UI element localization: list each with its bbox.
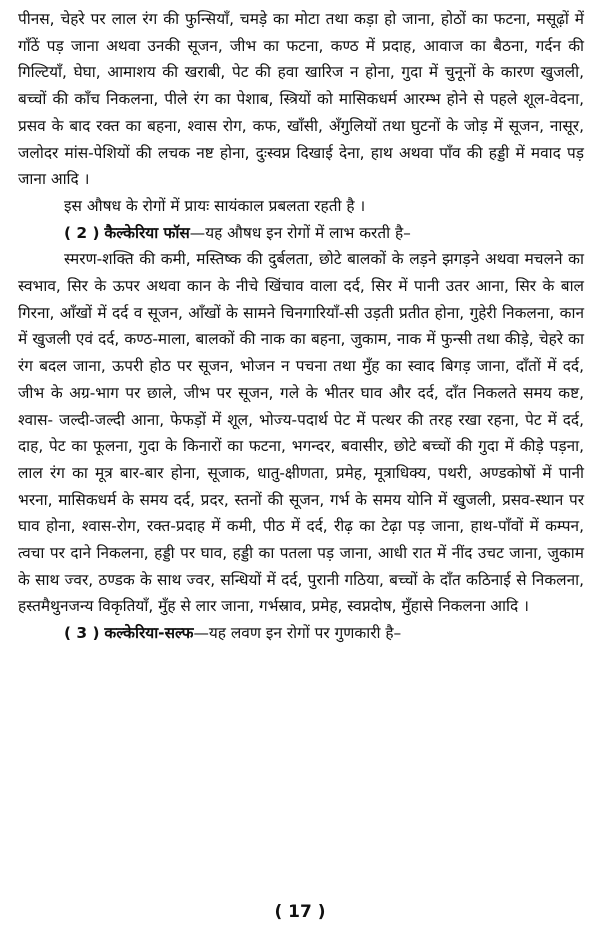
section-2-name: कैल्केरिया फॉस <box>104 223 190 242</box>
paragraph-aggravation-note: इस औषध के रोगों में प्रायः सायंकाल प्रबलता रहती है । <box>64 196 366 215</box>
section-2-body: स्मरण-शक्ति की कमी, मस्तिष्क की दुर्बलता, छोटे बालकों के लड़ने झगड़ने अथवा मचलने का स्वभाव, सिर के ऊपर अथवा कान के नीचे खिंचाव वाला दर्द, सिर में पानी उतर आना, सिर के बाल गिरना, आँखों में दर्द व सूजन, आँखों के सामने चिनगारियाँ-सी उड़ती प्रतीत होना, गुहेरी निकलना, कान में खुजली एवं दर्द, कण्ठ-माला, बालकों की नाक का बहना, जुकाम, नाक में फुन्सी तथा कीड़े, चेहरे का रंग बदल जाना, ऊपरी होठ पर सूजन, भोजन न पचना तथा मुँह का स्वाद बिगड़ जाना, दाँतों में दर्द, जीभ के अग्र-भाग पर छाले, जीभ पर सूजन, गले के भीतर घाव और दर्द, दाँत निकलते समय कष्ट, श्वास- जल्दी-जल्दी आना, फेफड़ों में शूल, भोज्य-पदार्थ पेट में पत्थर की तरह रखा रहना, पेट में दर्द, दाह, पेट का फूलना, गुदा के किनारों का फटना, भगन्दर, बवासीर, छोटे बच्चों की गुदा में कीड़े पड़ना, लाल रंग का मूत्र बार-बार होना, सूजाक, धातु-क्षीणता, प्रमेह, मूत्राधिक्य, पथरी, अण्डकोषों में पानी भरना, मासिकधर्म के समय दर्द, प्रदर, स्तनों की सूजन, गर्भ के समय योनि में खुजली, प्रसव-स्थान पर घाव होना, श्वास-रोग, रक्त-प्रदाह में कमी, पीठ में दर्द, रीढ़ का टेढ़ा पड़ जाना, हाथ-पाँवों में कम्पन, त्वचा पर दाने निकलना, हड्डी पर घाव, हड्डी का पतला पड़ जाना, आधी रात में नींद उचट जाना, जुकाम के साथ ज्वर, ठण्डक के साथ ज्वर, सन्धियों में दर्द, पुरानी गठिया, बच्चों के दाँत कठिनाई से निकलना, हस्तमैथुनजन्य विकृतियाँ, मुँह से लार जाना, गर्भस्राव, प्रमेह, स्वप्नदोष, मुँहासे निकलना आदि । <box>18 250 584 616</box>
page-number: ( 17 ) <box>274 902 326 922</box>
section-2-number: ( 2 ) <box>64 223 100 242</box>
section-2-intro: —यह औषध इन रोगों में लाभ करती है– <box>189 223 411 242</box>
section-3-intro: —यह लवण इन रोगों पर गुणकारी है– <box>193 624 402 643</box>
section-3-name: कल्केरिया-सल्फ <box>104 624 194 643</box>
section-3-heading <box>18 620 584 647</box>
section-2-heading <box>18 220 584 247</box>
paragraph-symptoms-continued: पीनस, चेहरे पर लाल रंग की फुन्सियाँ, चमड़े का मोटा तथा कड़ा हो जाना, होठों का फटना, मसूढ़ों में गाँठें पड़ जाना अथवा उनकी सूजन, जीभ का फटना, कण्ठ में प्रदाह, आवाज का बैठना, गर्दन की गिल्टियाँ, घेघा, आमाशय की खराबी, पेट की हवा खारिज न होना, गुदा में चुनूनों के कारण खुजली, बच्चों की काँच निकलना, पीले रंग का पेशाब, स्त्रियों को मासिकधर्म आरम्भ होने से पहले शूल-वेदना, प्रसव के बाद रक्त का बहना, श्वास रोग, कफ, खाँसी, अँगुलियों तथा घुटनों के जोड़ में सूजन, नासूर, जलोदर मांस-पेशियों की लचक नष्ट होना, दुःस्वप्न दिखाई देना, हाथ अथवा पाँव की हड्डी में मवाद पड़ जाना आदि । <box>18 10 584 189</box>
section-3-number: ( 3 ) <box>64 624 100 643</box>
